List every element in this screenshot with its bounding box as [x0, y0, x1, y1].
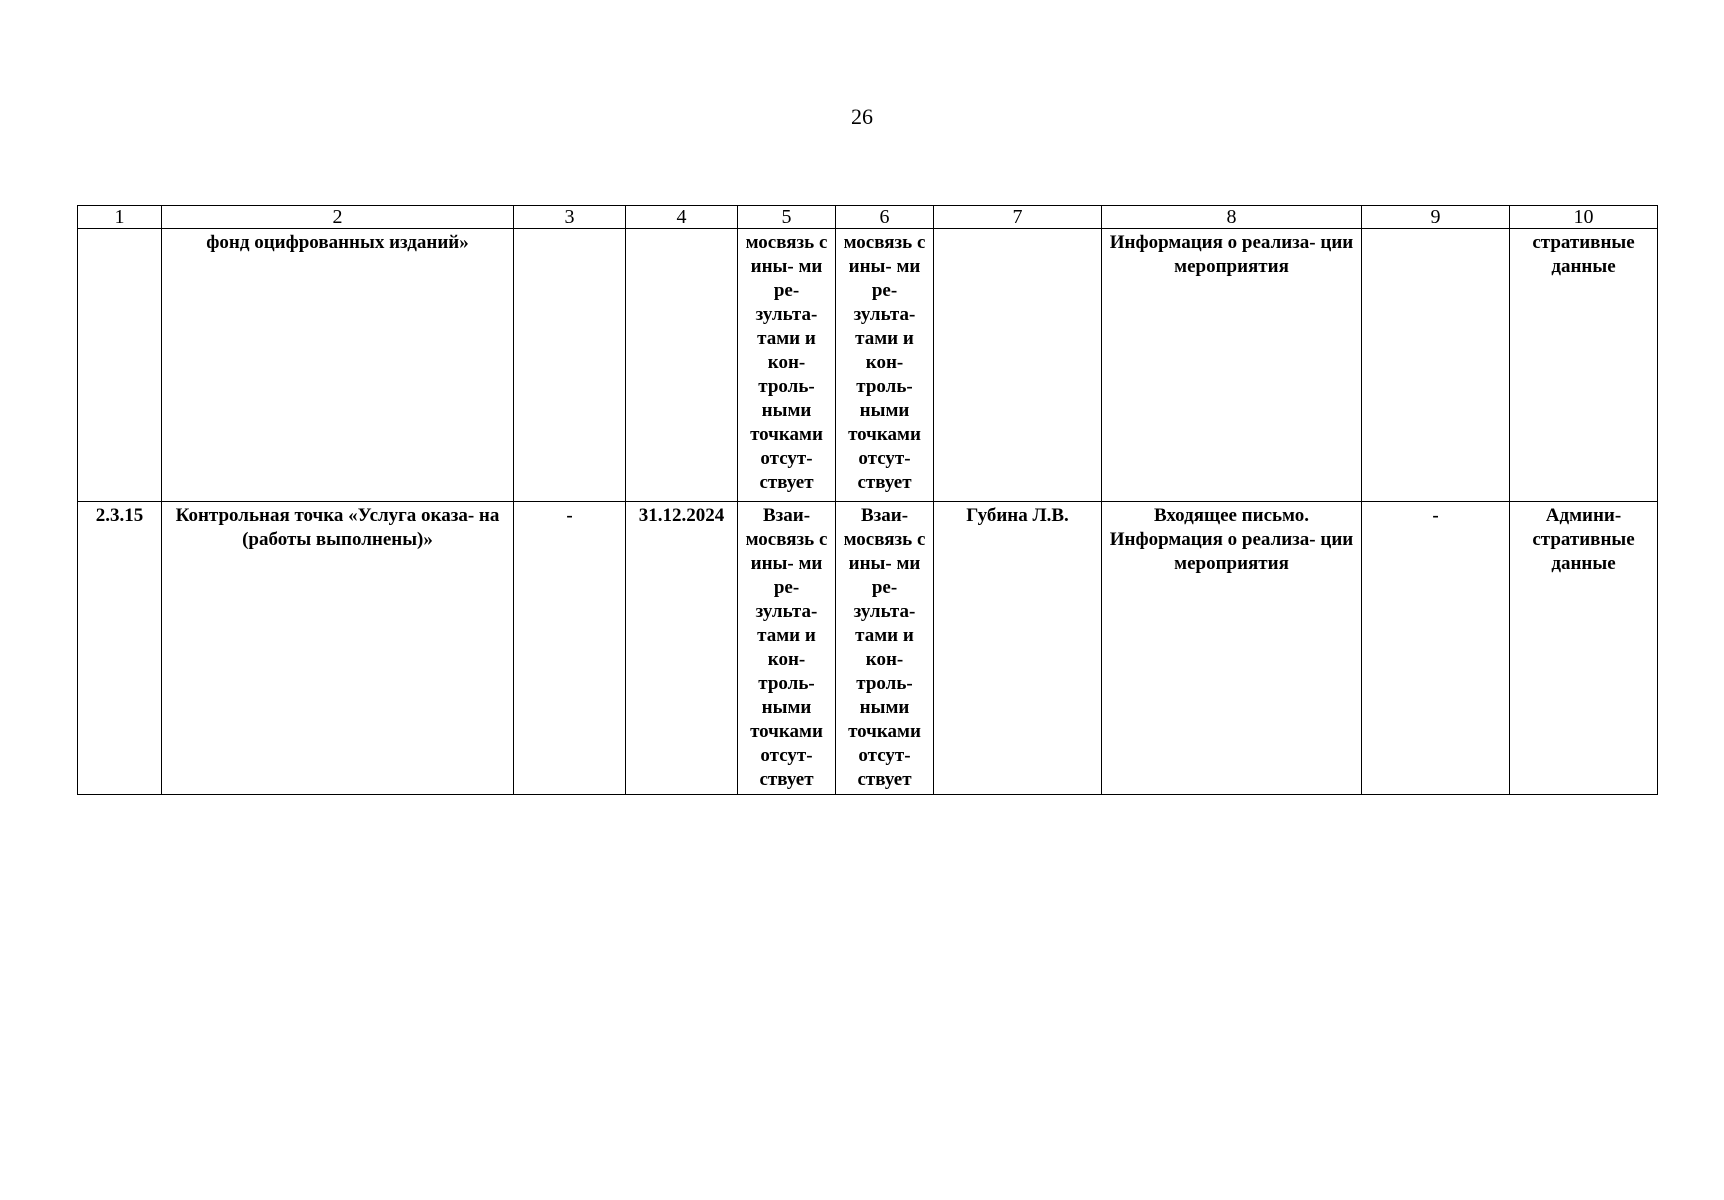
table-row	[78, 229, 1658, 502]
column-header-10: 10	[1510, 206, 1658, 229]
document-type-cell: Информация о реализа- ции мероприятия	[1102, 229, 1362, 502]
row-number-cell	[78, 229, 162, 502]
data-source-cell: стративные данные	[1510, 229, 1658, 502]
info-system-cell: -	[1362, 502, 1510, 795]
column-header-9: 9	[1362, 206, 1510, 229]
page-number: 26	[851, 104, 873, 129]
end-date-cell: 31.12.2024	[626, 502, 738, 795]
info-system-cell	[1362, 229, 1510, 502]
column-header-4: 4	[626, 206, 738, 229]
column-header-5: 5	[738, 206, 836, 229]
document-type-cell: Входящее письмо. Информация о реализа- ции мероприятия	[1102, 502, 1362, 795]
column-header-1: 1	[78, 206, 162, 229]
column-header-7: 7	[934, 206, 1102, 229]
successor-cell: Взаи- мосвязь с ины- ми ре- зульта- тами и кон- троль- ными точками отсут- ствует	[836, 502, 934, 795]
activity-name-cell: Контрольная точка «Услуга оказа- на (работы выполнены)»	[162, 502, 514, 795]
column-header-8: 8	[1102, 206, 1362, 229]
predecessor-cell: Взаи- мосвязь с ины- ми ре- зульта- тами и кон- троль- ными точками отсут- ствует	[738, 502, 836, 795]
responsible-cell: Губина Л.В.	[934, 502, 1102, 795]
predecessor-cell: мосвязь с ины- ми ре- зульта- тами и кон- троль- ными точками отсут- ствует	[738, 229, 836, 502]
end-date-cell	[626, 229, 738, 502]
successor-cell: мосвязь с ины- ми ре- зульта- тами и кон- троль- ными точками отсут- ствует	[836, 229, 934, 502]
row-number-cell: 2.3.15	[78, 502, 162, 795]
column-header-2: 2	[162, 206, 514, 229]
activities-table	[77, 205, 1658, 795]
data-source-cell: Админи- стративные данные	[1510, 502, 1658, 795]
column-header-6: 6	[836, 206, 934, 229]
column-header-row	[78, 206, 1658, 229]
activity-name-cell: фонд оцифрованных изданий»	[162, 229, 514, 502]
responsible-cell	[934, 229, 1102, 502]
start-date-cell: -	[514, 502, 626, 795]
table-row	[78, 502, 1658, 795]
start-date-cell	[514, 229, 626, 502]
column-header-3: 3	[514, 206, 626, 229]
